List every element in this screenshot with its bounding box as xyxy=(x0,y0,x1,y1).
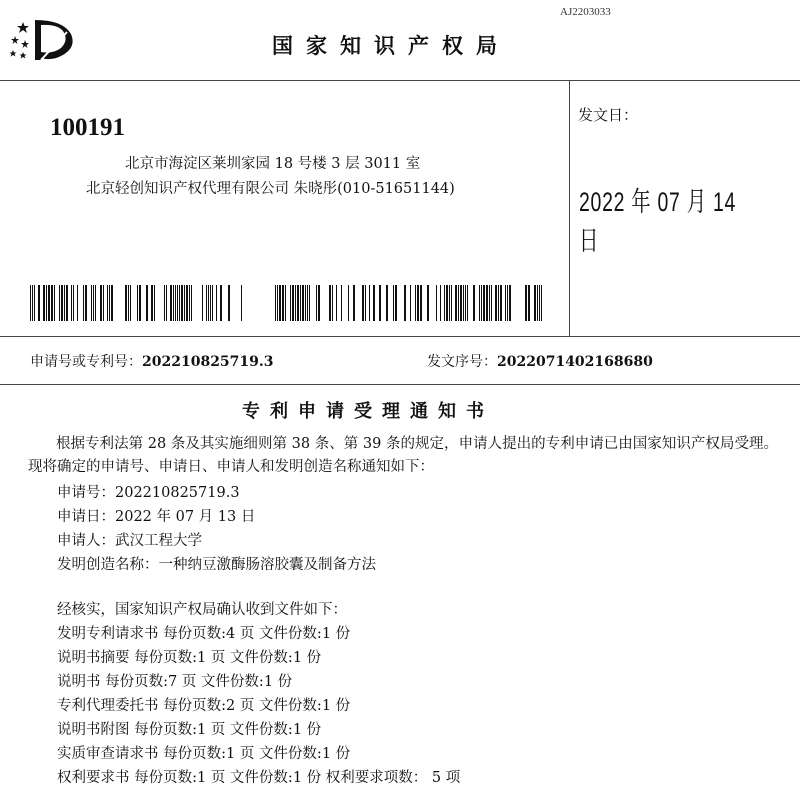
barcode-bar xyxy=(505,285,506,321)
divider-middle xyxy=(0,336,800,337)
application-number-line xyxy=(30,351,274,371)
barcode-bar xyxy=(386,285,388,321)
recipient-agency: 北京轻创知识产权代理有限公司 朱晓彤(010-51651144) xyxy=(86,181,455,197)
barcode-bar xyxy=(181,285,183,321)
document-item: 权利要求书 每份页数:1 页 文件份数:1 份 权利要求项数： 5 项 xyxy=(57,770,461,786)
barcode-bar xyxy=(189,285,190,321)
document-sequence-number: 2022071402168680 xyxy=(497,354,653,370)
barcode-bar xyxy=(43,285,45,321)
barcode-bar xyxy=(373,285,375,321)
barcode-bar xyxy=(318,285,320,321)
barcode-bar xyxy=(279,285,281,321)
field-invention-title: 发明创造名称：一种纳豆激酶肠溶胶囊及制备方法 xyxy=(57,557,376,573)
barcode-bar xyxy=(309,285,310,321)
barcode-bar xyxy=(500,285,502,321)
barcode-bar xyxy=(362,285,364,321)
barcode-bar xyxy=(458,285,459,321)
barcode-bar xyxy=(146,285,148,321)
barcode-bar xyxy=(332,285,333,321)
barcode-bar xyxy=(83,285,84,321)
barcode-bar xyxy=(525,285,527,321)
barcode-bar xyxy=(38,285,40,321)
barcode-bar xyxy=(427,285,429,321)
barcode-bar xyxy=(73,285,74,321)
barcode-bar xyxy=(175,285,176,321)
confirm-heading: 经核实，国家知识产权局确认收到文件如下： xyxy=(57,602,347,618)
barcode-bar xyxy=(316,285,317,321)
barcode-bar xyxy=(220,285,222,321)
barcode-bar xyxy=(139,285,141,321)
document-item: 说明书附图 每份页数:1 页 文件份数:1 份 xyxy=(57,722,322,738)
issue-date: 2022 年 07 月 14 日 xyxy=(579,187,737,256)
document-item: 说明书 每份页数:7 页 文件份数:1 份 xyxy=(57,674,293,690)
document-item: 发明专利请求书 每份页数:4 页 文件份数:1 份 xyxy=(57,626,351,642)
barcode-bar xyxy=(173,285,174,321)
barcode-bar xyxy=(103,285,104,321)
barcode-bar xyxy=(498,285,499,321)
barcode-bar xyxy=(191,285,192,321)
barcode-bar xyxy=(61,285,63,321)
barcode-bar xyxy=(507,285,508,321)
barcode-bar xyxy=(77,285,78,321)
barcode-bar xyxy=(329,285,331,321)
barcode-bar xyxy=(300,285,301,321)
barcode-bar xyxy=(32,285,33,321)
cnipa-logo-icon xyxy=(5,14,85,64)
barcode-bar xyxy=(341,285,342,321)
barcode-bar xyxy=(277,285,278,321)
notice-title: 专利申请受理通知书 xyxy=(242,401,494,422)
document-sequence-line xyxy=(427,351,653,371)
barcode-bar xyxy=(51,285,53,321)
barcode-bar xyxy=(297,285,299,321)
barcode-bar xyxy=(465,285,466,321)
barcode-bar xyxy=(151,285,153,321)
divider-top xyxy=(0,80,800,81)
document-sequence-label: 发文序号： xyxy=(427,354,497,370)
divider-vertical xyxy=(569,80,570,336)
barcode-bar xyxy=(85,285,87,321)
barcode-bar xyxy=(100,285,102,321)
barcode-bar xyxy=(491,285,492,321)
barcode-bar xyxy=(177,285,178,321)
document-item: 实质审查请求书 每份页数:1 页 文件份数:1 份 xyxy=(57,746,351,762)
barcode-bar xyxy=(449,285,450,321)
barcode-bar xyxy=(481,285,482,321)
barcode-bar xyxy=(93,285,94,321)
barcode-bar xyxy=(479,285,480,321)
barcode-bar xyxy=(184,285,185,321)
barcode-bar xyxy=(71,285,72,321)
divider-lower xyxy=(0,384,800,385)
barcode-bar xyxy=(393,285,394,321)
barcode-bar xyxy=(46,285,47,321)
barcode-bar xyxy=(107,285,108,321)
barcode-bar xyxy=(483,285,485,321)
field-filing-date: 申请日：2022 年 07 月 13 日 xyxy=(57,509,256,525)
barcode-bar xyxy=(179,285,180,321)
recipient-address: 北京市海淀区莱圳家园 18 号楼 3 层 3011 室 xyxy=(125,156,421,172)
barcode-bar xyxy=(290,285,291,321)
barcode-bar xyxy=(125,285,127,321)
barcode-bar xyxy=(307,285,308,321)
barcode-bar xyxy=(415,285,416,321)
barcode-bar xyxy=(369,285,370,321)
barcode-bar xyxy=(489,285,490,321)
barcode-bar xyxy=(486,285,488,321)
barcode-bar xyxy=(64,285,65,321)
barcode-bar xyxy=(305,285,306,321)
barcode-bar xyxy=(282,285,284,321)
intro-paragraph: 根据专利法第 28 条及其实施细则第 38 条、第 39 条的规定，申请人提出的专利申请已由国家知识产权局受理。现将确定的申请号、申请日、申请人和发明创造名称通知如下： xyxy=(28,436,778,475)
barcode-bar xyxy=(109,285,110,321)
field-application-number: 申请号：202210825719.3 xyxy=(57,485,240,501)
barcode-bar xyxy=(137,285,138,321)
barcode-bar xyxy=(212,285,213,321)
barcode-bar xyxy=(404,285,406,321)
barcode xyxy=(30,285,243,321)
barcode-bar xyxy=(444,285,445,321)
barcode-bar xyxy=(455,285,457,321)
barcode-bar xyxy=(130,285,131,321)
barcode xyxy=(275,285,547,321)
barcode-bar xyxy=(170,285,172,321)
barcode-bar xyxy=(463,285,464,321)
barcode-bar xyxy=(440,285,441,321)
barcode-bar xyxy=(336,285,337,321)
barcode-bar xyxy=(54,285,55,321)
barcode-bar xyxy=(537,285,538,321)
barcode-bar xyxy=(128,285,129,321)
office-name: 国家知识产权局 xyxy=(272,34,510,58)
document-item: 专利代理委托书 每份页数:2 页 文件份数:1 份 xyxy=(57,698,351,714)
postcode: 100191 xyxy=(50,114,125,141)
barcode-bar xyxy=(164,285,165,321)
barcode-bar xyxy=(216,285,217,321)
barcode-bar xyxy=(34,285,35,321)
barcode-bar xyxy=(473,285,475,321)
barcode-bar xyxy=(241,285,242,321)
barcode-bar xyxy=(228,285,230,321)
document-code: AJ2203033 xyxy=(560,6,611,18)
barcode-bar xyxy=(436,285,437,321)
barcode-bar xyxy=(154,285,155,321)
barcode-bar xyxy=(539,285,540,321)
barcode-bar xyxy=(111,285,113,321)
barcode-bar xyxy=(166,285,167,321)
barcode-bar xyxy=(365,285,366,321)
barcode-bar xyxy=(95,285,96,321)
barcode-bar xyxy=(467,285,468,321)
barcode-bar xyxy=(420,285,422,321)
barcode-bar xyxy=(495,285,497,321)
barcode-bar xyxy=(528,285,530,321)
application-number: 202210825719.3 xyxy=(142,354,274,370)
barcode-bar xyxy=(91,285,92,321)
document-item: 说明书摘要 每份页数:1 页 文件份数:1 份 xyxy=(57,650,322,666)
field-applicant: 申请人：武汉工程大学 xyxy=(57,533,202,549)
barcode-bar xyxy=(59,285,60,321)
barcode-bar xyxy=(208,285,209,321)
barcode-bar xyxy=(348,285,349,321)
application-number-label: 申请号或专利号： xyxy=(30,354,142,370)
barcode-bar xyxy=(302,285,304,321)
barcode-bar xyxy=(417,285,419,321)
barcode-bar xyxy=(460,285,462,321)
barcode-bar xyxy=(379,285,381,321)
barcode-bar xyxy=(30,285,31,321)
barcode-bar xyxy=(285,285,286,321)
barcode-bar xyxy=(186,285,188,321)
issue-date-label: 发文日： xyxy=(578,106,639,124)
barcode-bar xyxy=(66,285,68,321)
barcode-bar xyxy=(534,285,536,321)
barcode-bar xyxy=(509,285,511,321)
barcode-bar xyxy=(353,285,355,321)
barcode-bar xyxy=(48,285,50,321)
barcode-bar xyxy=(202,285,203,321)
barcode-bar xyxy=(451,285,452,321)
barcode-bar xyxy=(275,285,276,321)
barcode-bar xyxy=(410,285,411,321)
barcode-bar xyxy=(295,285,296,321)
barcode-bar xyxy=(395,285,397,321)
barcode-bar xyxy=(446,285,448,321)
barcode-bar xyxy=(210,285,211,321)
barcode-bar xyxy=(541,285,542,321)
barcode-bar xyxy=(292,285,294,321)
barcode-bar xyxy=(206,285,207,321)
